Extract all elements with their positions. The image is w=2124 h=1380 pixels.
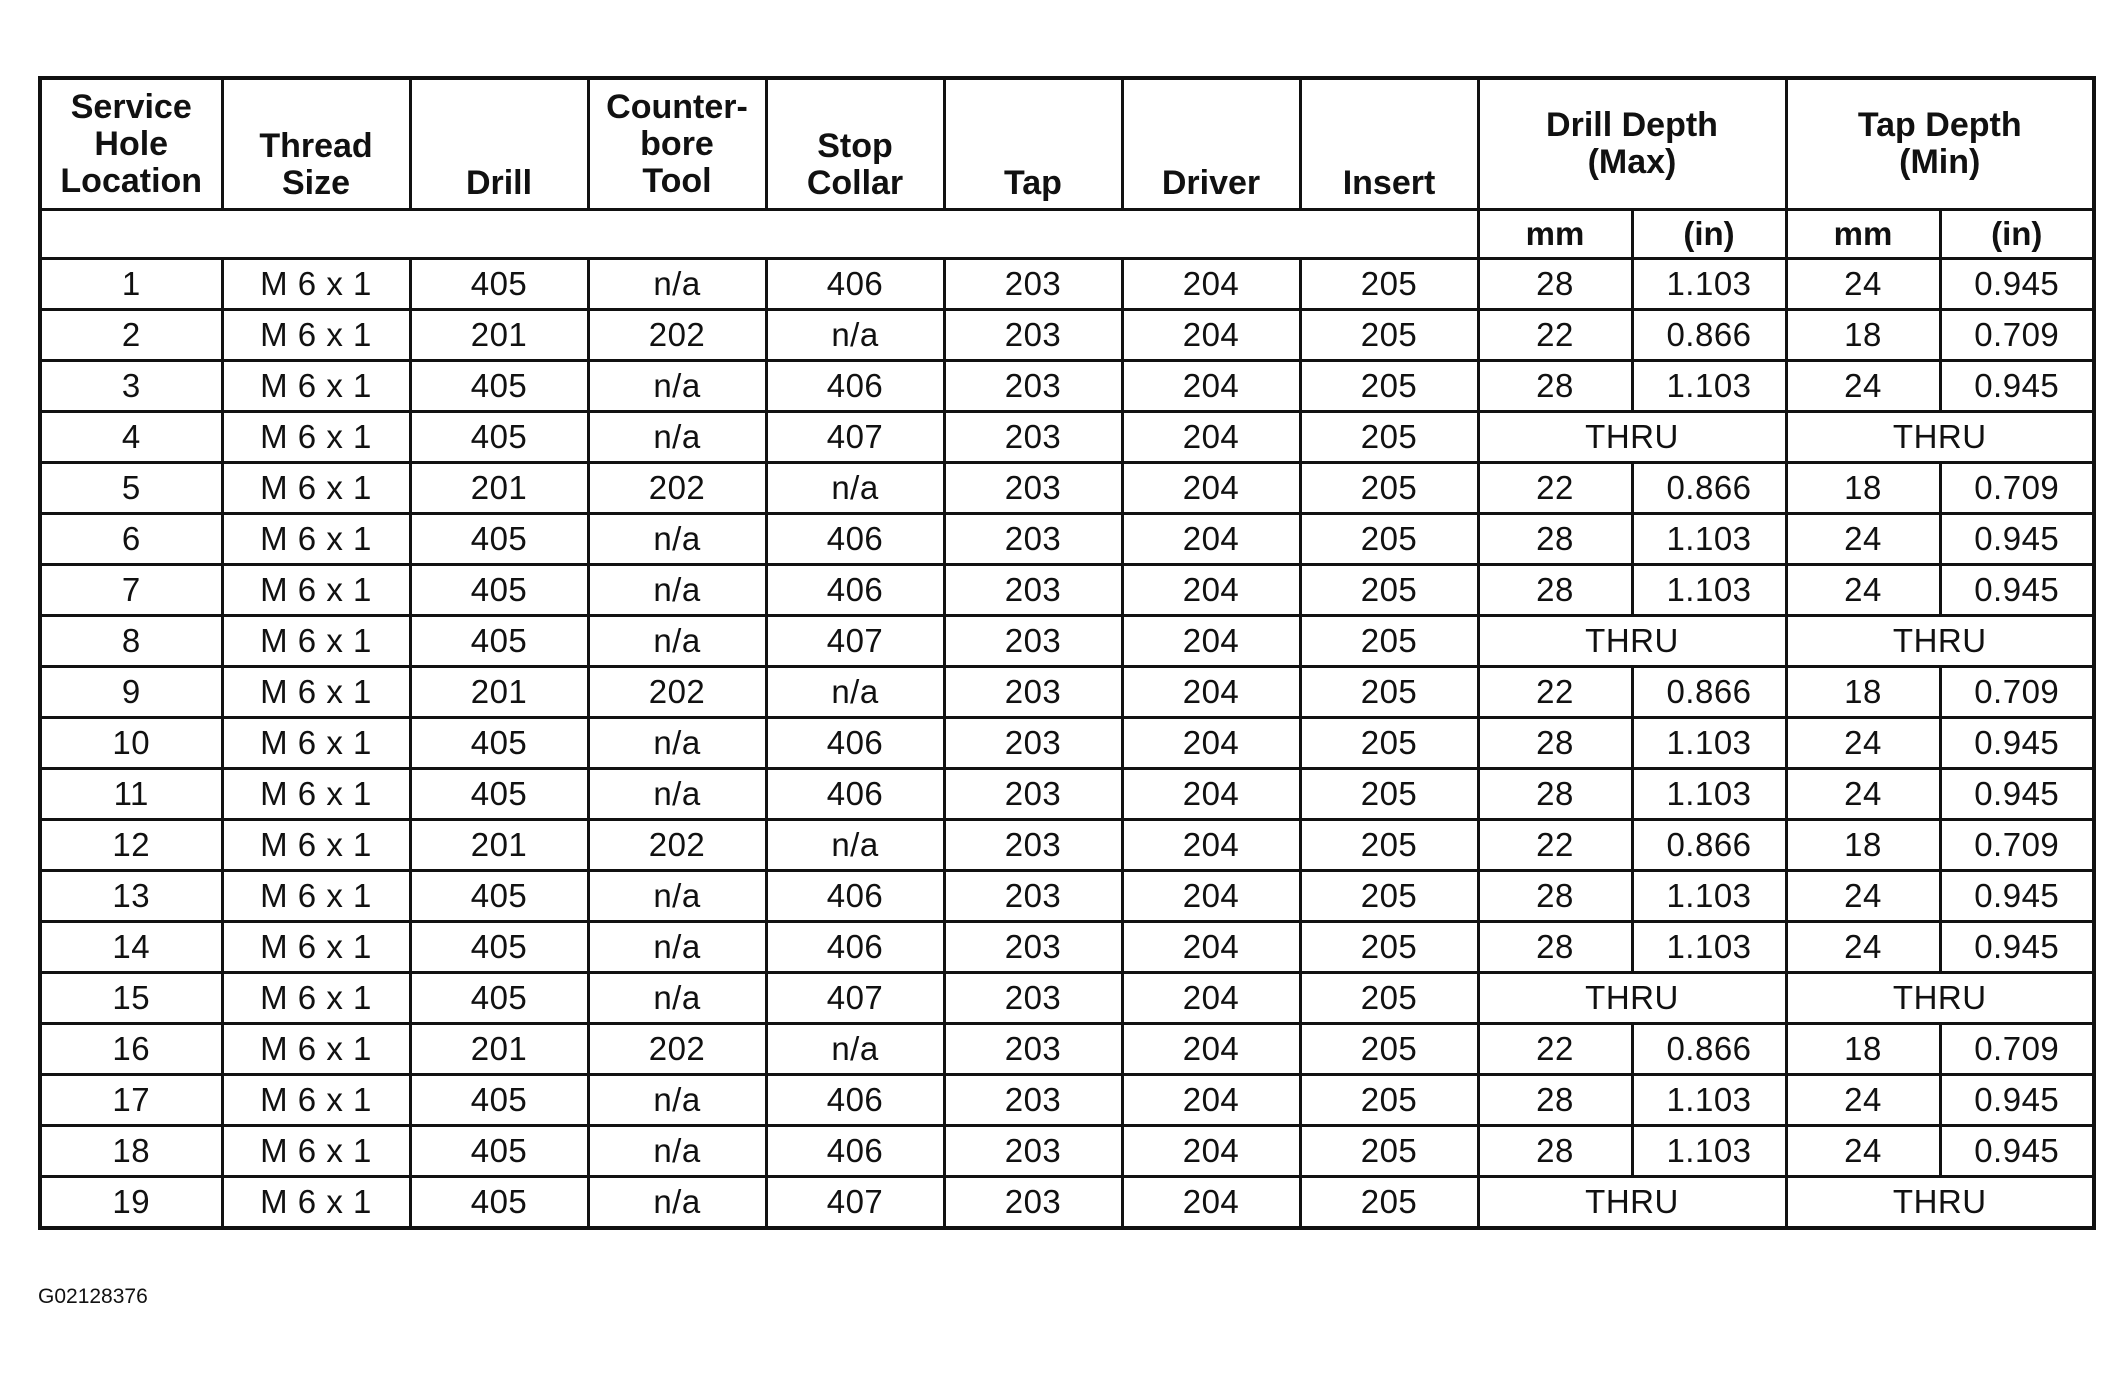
cell-drill: 405 xyxy=(410,259,588,310)
cell-tap-depth-mm: 24 xyxy=(1786,1075,1940,1126)
cell-drill-depth-in: 0.866 xyxy=(1632,310,1786,361)
cell-tap: 203 xyxy=(944,412,1122,463)
cell-thread-size: M 6 x 1 xyxy=(222,361,410,412)
table-row xyxy=(40,1126,2094,1177)
cell-counterbore-tool: 202 xyxy=(588,1024,766,1075)
cell-drill-depth-mm: 22 xyxy=(1478,310,1632,361)
header-counterbore-line: Tool xyxy=(642,161,712,200)
cell-thread-size: M 6 x 1 xyxy=(222,412,410,463)
cell-location: 13 xyxy=(40,871,222,922)
cell-tap-depth-in: 0.945 xyxy=(1940,871,2094,922)
cell-counterbore-tool: 202 xyxy=(588,820,766,871)
table-row xyxy=(40,361,2094,412)
cell-driver: 204 xyxy=(1122,667,1300,718)
cell-stop-collar: 406 xyxy=(766,1126,944,1177)
cell-driver: 204 xyxy=(1122,1024,1300,1075)
cell-drill-depth-in: 1.103 xyxy=(1632,565,1786,616)
cell-drill: 201 xyxy=(410,820,588,871)
cell-drill-depth-mm: 28 xyxy=(1478,1126,1632,1177)
cell-stop-collar: 406 xyxy=(766,514,944,565)
cell-location: 18 xyxy=(40,1126,222,1177)
cell-thread-size: M 6 x 1 xyxy=(222,973,410,1024)
header-location-line: Location xyxy=(60,161,203,200)
units-row-spacer xyxy=(40,210,1478,259)
cell-tap-depth-mm: 24 xyxy=(1786,259,1940,310)
header-thread-line: Size xyxy=(281,164,351,202)
cell-tap-depth-in: 0.709 xyxy=(1940,820,2094,871)
cell-drill-depth-mm: 28 xyxy=(1478,514,1632,565)
cell-tap-depth-mm: 18 xyxy=(1786,1024,1940,1075)
table-row xyxy=(40,769,2094,820)
cell-counterbore-tool: n/a xyxy=(588,973,766,1024)
cell-driver: 204 xyxy=(1122,973,1300,1024)
header-drill xyxy=(410,78,588,210)
cell-drill: 201 xyxy=(410,310,588,361)
cell-insert: 205 xyxy=(1300,1126,1478,1177)
cell-tap: 203 xyxy=(944,565,1122,616)
cell-tap: 203 xyxy=(944,463,1122,514)
cell-location: 15 xyxy=(40,973,222,1024)
table-row xyxy=(40,463,2094,514)
cell-drill-depth-mm: 28 xyxy=(1478,1075,1632,1126)
unit-drill-mm: mm xyxy=(1478,210,1632,259)
cell-thread-size: M 6 x 1 xyxy=(222,565,410,616)
cell-drill-depth-in: 1.103 xyxy=(1632,718,1786,769)
cell-location: 1 xyxy=(40,259,222,310)
cell-location: 6 xyxy=(40,514,222,565)
cell-drill-depth-mm: 28 xyxy=(1478,922,1632,973)
cell-drill-depth-in: 1.103 xyxy=(1632,514,1786,565)
unit-tap-mm: mm xyxy=(1786,210,1940,259)
cell-tap-depth-in: 0.945 xyxy=(1940,361,2094,412)
cell-tap-depth-in: 0.945 xyxy=(1940,259,2094,310)
cell-tap-depth-in: 0.709 xyxy=(1940,1024,2094,1075)
cell-driver: 204 xyxy=(1122,616,1300,667)
cell-insert: 205 xyxy=(1300,1177,1478,1229)
cell-drill-depth-mm: 22 xyxy=(1478,463,1632,514)
cell-drill-depth-in: 0.866 xyxy=(1632,820,1786,871)
cell-insert: 205 xyxy=(1300,361,1478,412)
cell-insert: 205 xyxy=(1300,769,1478,820)
cell-driver: 204 xyxy=(1122,565,1300,616)
cell-insert: 205 xyxy=(1300,259,1478,310)
header-counterbore-line: bore xyxy=(640,124,714,163)
table-row xyxy=(40,616,2094,667)
header-tap-depth-line: (Min) xyxy=(1899,143,1981,181)
cell-tap-depth-mm: 18 xyxy=(1786,667,1940,718)
cell-tap: 203 xyxy=(944,718,1122,769)
cell-drill-depth-mm: 22 xyxy=(1478,667,1632,718)
cell-tap-depth-mm: 24 xyxy=(1786,361,1940,412)
cell-tap-depth-thru: THRU xyxy=(1786,973,2094,1024)
cell-drill-depth-in: 0.866 xyxy=(1632,1024,1786,1075)
table-row xyxy=(40,922,2094,973)
cell-insert: 205 xyxy=(1300,667,1478,718)
cell-drill-depth-in: 1.103 xyxy=(1632,361,1786,412)
header-tap-depth xyxy=(1786,78,2094,210)
cell-insert: 205 xyxy=(1300,922,1478,973)
header-tap-line: Tap xyxy=(1004,164,1062,202)
table-row xyxy=(40,718,2094,769)
cell-tap: 203 xyxy=(944,310,1122,361)
cell-driver: 204 xyxy=(1122,871,1300,922)
cell-drill-depth-thru: THRU xyxy=(1478,973,1786,1024)
cell-tap: 203 xyxy=(944,973,1122,1024)
cell-driver: 204 xyxy=(1122,922,1300,973)
cell-insert: 205 xyxy=(1300,1024,1478,1075)
cell-counterbore-tool: n/a xyxy=(588,514,766,565)
cell-tap-depth-mm: 24 xyxy=(1786,871,1940,922)
header-drill-depth xyxy=(1478,78,1786,210)
cell-tap-depth-in: 0.945 xyxy=(1940,769,2094,820)
cell-tap: 203 xyxy=(944,922,1122,973)
cell-insert: 205 xyxy=(1300,412,1478,463)
header-insert-line: Insert xyxy=(1342,164,1436,202)
cell-location: 2 xyxy=(40,310,222,361)
cell-tap: 203 xyxy=(944,514,1122,565)
cell-drill-depth-in: 1.103 xyxy=(1632,871,1786,922)
cell-counterbore-tool: n/a xyxy=(588,922,766,973)
cell-counterbore-tool: n/a xyxy=(588,259,766,310)
cell-drill-depth-mm: 28 xyxy=(1478,718,1632,769)
cell-tap: 203 xyxy=(944,1177,1122,1229)
cell-location: 10 xyxy=(40,718,222,769)
cell-drill-depth-thru: THRU xyxy=(1478,412,1786,463)
cell-counterbore-tool: n/a xyxy=(588,565,766,616)
cell-tap-depth-in: 0.945 xyxy=(1940,565,2094,616)
cell-thread-size: M 6 x 1 xyxy=(222,1177,410,1229)
cell-stop-collar: 406 xyxy=(766,871,944,922)
cell-drill-depth-in: 0.866 xyxy=(1632,667,1786,718)
cell-stop-collar: 407 xyxy=(766,1177,944,1229)
cell-tap: 203 xyxy=(944,769,1122,820)
cell-stop-collar: n/a xyxy=(766,310,944,361)
cell-stop-collar: 407 xyxy=(766,412,944,463)
cell-driver: 204 xyxy=(1122,310,1300,361)
cell-thread-size: M 6 x 1 xyxy=(222,1126,410,1177)
cell-thread-size: M 6 x 1 xyxy=(222,769,410,820)
cell-driver: 204 xyxy=(1122,514,1300,565)
table-row xyxy=(40,973,2094,1024)
cell-drill: 405 xyxy=(410,1126,588,1177)
cell-location: 12 xyxy=(40,820,222,871)
cell-drill-depth-thru: THRU xyxy=(1478,1177,1786,1229)
cell-driver: 204 xyxy=(1122,259,1300,310)
cell-tap: 203 xyxy=(944,361,1122,412)
cell-drill-depth-mm: 28 xyxy=(1478,565,1632,616)
cell-drill: 405 xyxy=(410,361,588,412)
header-stop-collar-line: Stop xyxy=(817,127,893,165)
cell-counterbore-tool: n/a xyxy=(588,616,766,667)
table-row xyxy=(40,310,2094,361)
cell-stop-collar: n/a xyxy=(766,820,944,871)
cell-drill: 405 xyxy=(410,922,588,973)
service-hole-table xyxy=(38,76,2096,1230)
cell-location: 4 xyxy=(40,412,222,463)
cell-driver: 204 xyxy=(1122,769,1300,820)
cell-tap: 203 xyxy=(944,871,1122,922)
cell-location: 16 xyxy=(40,1024,222,1075)
cell-counterbore-tool: n/a xyxy=(588,361,766,412)
cell-thread-size: M 6 x 1 xyxy=(222,718,410,769)
cell-driver: 204 xyxy=(1122,361,1300,412)
header-drill-depth-line: (Max) xyxy=(1587,143,1677,181)
cell-tap-depth-mm: 24 xyxy=(1786,1126,1940,1177)
cell-tap-depth-mm: 24 xyxy=(1786,565,1940,616)
cell-tap-depth-mm: 24 xyxy=(1786,769,1940,820)
cell-insert: 205 xyxy=(1300,514,1478,565)
cell-drill-depth-in: 1.103 xyxy=(1632,1075,1786,1126)
cell-drill-depth-mm: 28 xyxy=(1478,259,1632,310)
header-stop-collar-line: Collar xyxy=(806,164,904,202)
header-location-line: Hole xyxy=(94,124,169,163)
cell-counterbore-tool: n/a xyxy=(588,718,766,769)
cell-tap: 203 xyxy=(944,259,1122,310)
cell-counterbore-tool: n/a xyxy=(588,871,766,922)
table-row xyxy=(40,412,2094,463)
cell-thread-size: M 6 x 1 xyxy=(222,514,410,565)
cell-drill-depth-in: 1.103 xyxy=(1632,922,1786,973)
header-thread-line: Thread xyxy=(259,127,373,165)
cell-drill: 405 xyxy=(410,565,588,616)
cell-drill: 405 xyxy=(410,973,588,1024)
cell-stop-collar: 406 xyxy=(766,565,944,616)
cell-counterbore-tool: n/a xyxy=(588,769,766,820)
cell-insert: 205 xyxy=(1300,616,1478,667)
cell-tap-depth-thru: THRU xyxy=(1786,616,2094,667)
cell-thread-size: M 6 x 1 xyxy=(222,1024,410,1075)
cell-thread-size: M 6 x 1 xyxy=(222,463,410,514)
cell-thread-size: M 6 x 1 xyxy=(222,820,410,871)
cell-drill-depth-in: 1.103 xyxy=(1632,769,1786,820)
unit-tap-in: (in) xyxy=(1940,210,2094,259)
table-row xyxy=(40,871,2094,922)
cell-thread-size: M 6 x 1 xyxy=(222,616,410,667)
cell-insert: 205 xyxy=(1300,310,1478,361)
cell-drill-depth-mm: 28 xyxy=(1478,361,1632,412)
cell-location: 19 xyxy=(40,1177,222,1229)
header-row xyxy=(40,78,2094,210)
header-tap-depth-line: Tap Depth xyxy=(1857,106,2022,144)
cell-location: 8 xyxy=(40,616,222,667)
cell-drill: 405 xyxy=(410,412,588,463)
header-counterbore-tool xyxy=(588,78,766,210)
cell-tap-depth-mm: 18 xyxy=(1786,463,1940,514)
cell-thread-size: M 6 x 1 xyxy=(222,259,410,310)
cell-location: 17 xyxy=(40,1075,222,1126)
cell-counterbore-tool: n/a xyxy=(588,1126,766,1177)
cell-drill-depth-in: 1.103 xyxy=(1632,259,1786,310)
cell-tap: 203 xyxy=(944,1024,1122,1075)
cell-driver: 204 xyxy=(1122,412,1300,463)
cell-tap-depth-mm: 24 xyxy=(1786,514,1940,565)
cell-counterbore-tool: 202 xyxy=(588,310,766,361)
cell-location: 3 xyxy=(40,361,222,412)
cell-tap-depth-mm: 24 xyxy=(1786,922,1940,973)
cell-drill: 405 xyxy=(410,871,588,922)
cell-counterbore-tool: 202 xyxy=(588,667,766,718)
table-row xyxy=(40,565,2094,616)
cell-drill: 405 xyxy=(410,514,588,565)
figure-id: G02128376 xyxy=(38,1285,148,1308)
cell-tap: 203 xyxy=(944,1075,1122,1126)
header-insert xyxy=(1300,78,1478,210)
cell-insert: 205 xyxy=(1300,718,1478,769)
cell-stop-collar: 406 xyxy=(766,1075,944,1126)
cell-driver: 204 xyxy=(1122,1126,1300,1177)
cell-tap-depth-in: 0.709 xyxy=(1940,310,2094,361)
cell-location: 11 xyxy=(40,769,222,820)
cell-drill: 201 xyxy=(410,1024,588,1075)
cell-thread-size: M 6 x 1 xyxy=(222,1075,410,1126)
cell-drill-depth-mm: 22 xyxy=(1478,1024,1632,1075)
cell-insert: 205 xyxy=(1300,973,1478,1024)
header-location xyxy=(40,78,222,210)
cell-insert: 205 xyxy=(1300,565,1478,616)
cell-tap: 203 xyxy=(944,820,1122,871)
cell-drill: 405 xyxy=(410,1177,588,1229)
cell-thread-size: M 6 x 1 xyxy=(222,310,410,361)
cell-driver: 204 xyxy=(1122,1075,1300,1126)
header-drill-line: Drill xyxy=(465,164,533,202)
cell-stop-collar: 406 xyxy=(766,769,944,820)
cell-tap-depth-in: 0.945 xyxy=(1940,514,2094,565)
cell-stop-collar: 407 xyxy=(766,973,944,1024)
cell-insert: 205 xyxy=(1300,1075,1478,1126)
table-row xyxy=(40,820,2094,871)
cell-thread-size: M 6 x 1 xyxy=(222,871,410,922)
cell-drill-depth-in: 1.103 xyxy=(1632,1126,1786,1177)
cell-insert: 205 xyxy=(1300,463,1478,514)
cell-drill: 405 xyxy=(410,616,588,667)
cell-drill-depth-in: 0.866 xyxy=(1632,463,1786,514)
cell-driver: 204 xyxy=(1122,718,1300,769)
cell-stop-collar: 407 xyxy=(766,616,944,667)
cell-insert: 205 xyxy=(1300,871,1478,922)
cell-tap-depth-in: 0.945 xyxy=(1940,922,2094,973)
table-row xyxy=(40,1177,2094,1229)
cell-counterbore-tool: 202 xyxy=(588,463,766,514)
cell-stop-collar: 406 xyxy=(766,361,944,412)
cell-tap-depth-in: 0.709 xyxy=(1940,463,2094,514)
cell-stop-collar: n/a xyxy=(766,463,944,514)
cell-drill-depth-mm: 22 xyxy=(1478,820,1632,871)
cell-stop-collar: 406 xyxy=(766,718,944,769)
header-stop-collar xyxy=(766,78,944,210)
cell-location: 7 xyxy=(40,565,222,616)
cell-tap-depth-in: 0.945 xyxy=(1940,1126,2094,1177)
cell-stop-collar: n/a xyxy=(766,1024,944,1075)
cell-tap-depth-thru: THRU xyxy=(1786,412,2094,463)
cell-tap-depth-in: 0.709 xyxy=(1940,667,2094,718)
header-thread-size xyxy=(222,78,410,210)
cell-tap-depth-mm: 18 xyxy=(1786,820,1940,871)
cell-tap: 203 xyxy=(944,667,1122,718)
header-driver-line: Driver xyxy=(1161,164,1261,202)
cell-stop-collar: 406 xyxy=(766,922,944,973)
cell-driver: 204 xyxy=(1122,1177,1300,1229)
header-location-line: Service xyxy=(70,87,192,126)
cell-tap-depth-mm: 24 xyxy=(1786,718,1940,769)
cell-drill: 201 xyxy=(410,463,588,514)
table-body xyxy=(40,259,2094,1229)
cell-drill-depth-mm: 28 xyxy=(1478,769,1632,820)
cell-driver: 204 xyxy=(1122,820,1300,871)
cell-counterbore-tool: n/a xyxy=(588,1075,766,1126)
cell-stop-collar: n/a xyxy=(766,667,944,718)
cell-tap-depth-in: 0.945 xyxy=(1940,718,2094,769)
cell-driver: 204 xyxy=(1122,463,1300,514)
cell-drill: 405 xyxy=(410,1075,588,1126)
cell-counterbore-tool: n/a xyxy=(588,412,766,463)
cell-tap-depth-mm: 18 xyxy=(1786,310,1940,361)
cell-drill-depth-thru: THRU xyxy=(1478,616,1786,667)
table-row xyxy=(40,1075,2094,1126)
cell-counterbore-tool: n/a xyxy=(588,1177,766,1229)
cell-stop-collar: 406 xyxy=(766,259,944,310)
header-driver xyxy=(1122,78,1300,210)
header-counterbore-line: Counter- xyxy=(606,87,748,126)
cell-insert: 205 xyxy=(1300,820,1478,871)
cell-drill: 405 xyxy=(410,718,588,769)
unit-drill-in: (in) xyxy=(1632,210,1786,259)
cell-tap-depth-in: 0.945 xyxy=(1940,1075,2094,1126)
cell-drill: 405 xyxy=(410,769,588,820)
cell-tap-depth-thru: THRU xyxy=(1786,1177,2094,1229)
table-row xyxy=(40,1024,2094,1075)
cell-thread-size: M 6 x 1 xyxy=(222,667,410,718)
cell-drill: 201 xyxy=(410,667,588,718)
cell-thread-size: M 6 x 1 xyxy=(222,922,410,973)
table-row xyxy=(40,514,2094,565)
cell-location: 14 xyxy=(40,922,222,973)
cell-location: 5 xyxy=(40,463,222,514)
header-tap xyxy=(944,78,1122,210)
table-row xyxy=(40,667,2094,718)
cell-tap: 203 xyxy=(944,1126,1122,1177)
cell-drill-depth-mm: 28 xyxy=(1478,871,1632,922)
cell-tap: 203 xyxy=(944,616,1122,667)
service-hole-table-container xyxy=(38,76,2090,1230)
units-row xyxy=(40,210,2094,259)
cell-location: 9 xyxy=(40,667,222,718)
header-drill-depth-line: Drill Depth xyxy=(1546,106,1718,144)
table-row xyxy=(40,259,2094,310)
